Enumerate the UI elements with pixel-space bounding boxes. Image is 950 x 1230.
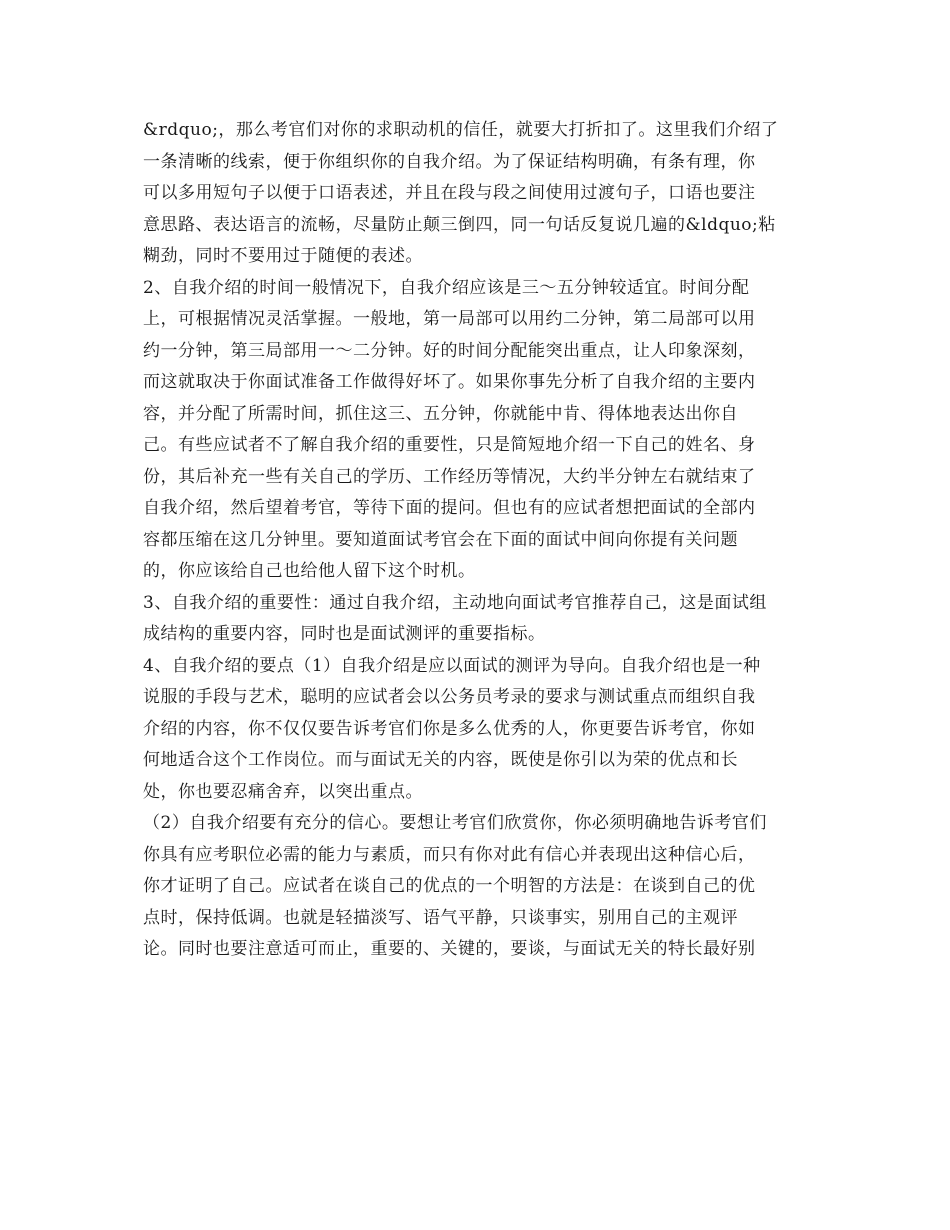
text-line: 何地适合这个工作岗位。而与面试无关的内容，既使是你引以为荣的优点和长: [143, 750, 738, 770]
text-line: （2）自我介绍要有充分的信心。要想让考官们欣赏你，你必须明确地告诉考官们: [143, 813, 767, 833]
text-line: 意思路、表达语言的流畅，尽量防止颠三倒四，同一句话反复说几遍的&ldquo;粘: [143, 214, 776, 235]
text-line: 上，可根据情况灵活掌握。一般地，第一局部可以用约二分钟，第二局部可以用: [143, 309, 756, 329]
text-line: 的，你应该给自己也给他人留下这个时机。: [143, 561, 476, 581]
text-line: 成结构的重要内容，同时也是面试测评的重要指标。: [143, 624, 546, 644]
text-line: 处，你也要忍痛舍弃，以突出重点。: [143, 781, 423, 802]
text-line: 你才证明了自己。应试者在谈自己的优点的一个明智的方法是：在谈到自己的优: [143, 876, 756, 896]
text-line: 可以多用短句子以便于口语表述，并且在段与段之间使用过渡句子，口语也要注: [143, 183, 756, 203]
text-line: 自我介绍，然后望着考官，等待下面的提问。但也有的应试者想把面试的全部内: [143, 498, 756, 518]
text-line: 一条清晰的线索，便于你组织你的自我介绍。为了保证结构明确，有条有理，你: [143, 151, 756, 172]
text-line: 己。有些应试者不了解自我介绍的重要性，只是简短地介绍一下自己的姓名、身: [143, 435, 756, 455]
text-line: &rdquo;，那么考官们对你的求职动机的信任，就要大打折扣了。这里我们介绍了: [143, 120, 779, 140]
text-line: 点时，保持低调。也就是轻描淡写、语气平静，只谈事实，别用自己的主观评: [143, 907, 738, 928]
text-line: 你具有应考职位必需的能力与素质，而只有你对此有信心并表现出这种信心后，: [143, 844, 756, 865]
text-line: 糊劲，同时不要用过于随便的表述。: [143, 246, 423, 266]
text-line: 容都压缩在这几分钟里。要知道面试考官会在下面的面试中间向你提有关问题: [143, 529, 738, 550]
text-line: 2、自我介绍的时间一般情况下，自我介绍应该是三～五分钟较适宜。时间分配: [143, 277, 750, 298]
text-line: 介绍的内容，你不仅仅要告诉考官们你是多么优秀的人，你更要告诉考官，你如: [143, 718, 756, 739]
body-text: [143, 115, 813, 966]
text-line: 容，并分配了所需时间，抓住这三、五分钟，你就能中肯、得体地表达出你自: [143, 403, 738, 424]
text-line: 份，其后补充一些有关自己的学历、工作经历等情况，大约半分钟左右就结束了: [143, 466, 756, 487]
text-line: 论。同时也要注意适可而止，重要的、关键的，要谈，与面试无关的特长最好别: [143, 939, 756, 959]
text-line: 而这就取决于你面试准备工作做得好坏了。如果你事先分析了自我介绍的主要内: [143, 372, 756, 392]
text-line: 3、自我介绍的重要性：通过自我介绍，主动地向面试考官推荐自己，这是面试组: [143, 592, 767, 613]
text-line: 4、自我介绍的要点（1）自我介绍是应以面试的测评为导向。自我介绍也是一种: [143, 655, 761, 676]
text-line: 约一分钟，第三局部用一～二分钟。好的时间分配能突出重点，让人印象深刻，: [143, 340, 756, 361]
text-line: 说服的手段与艺术，聪明的应试者会以公务员考录的要求与测试重点而组织自我: [143, 687, 756, 707]
